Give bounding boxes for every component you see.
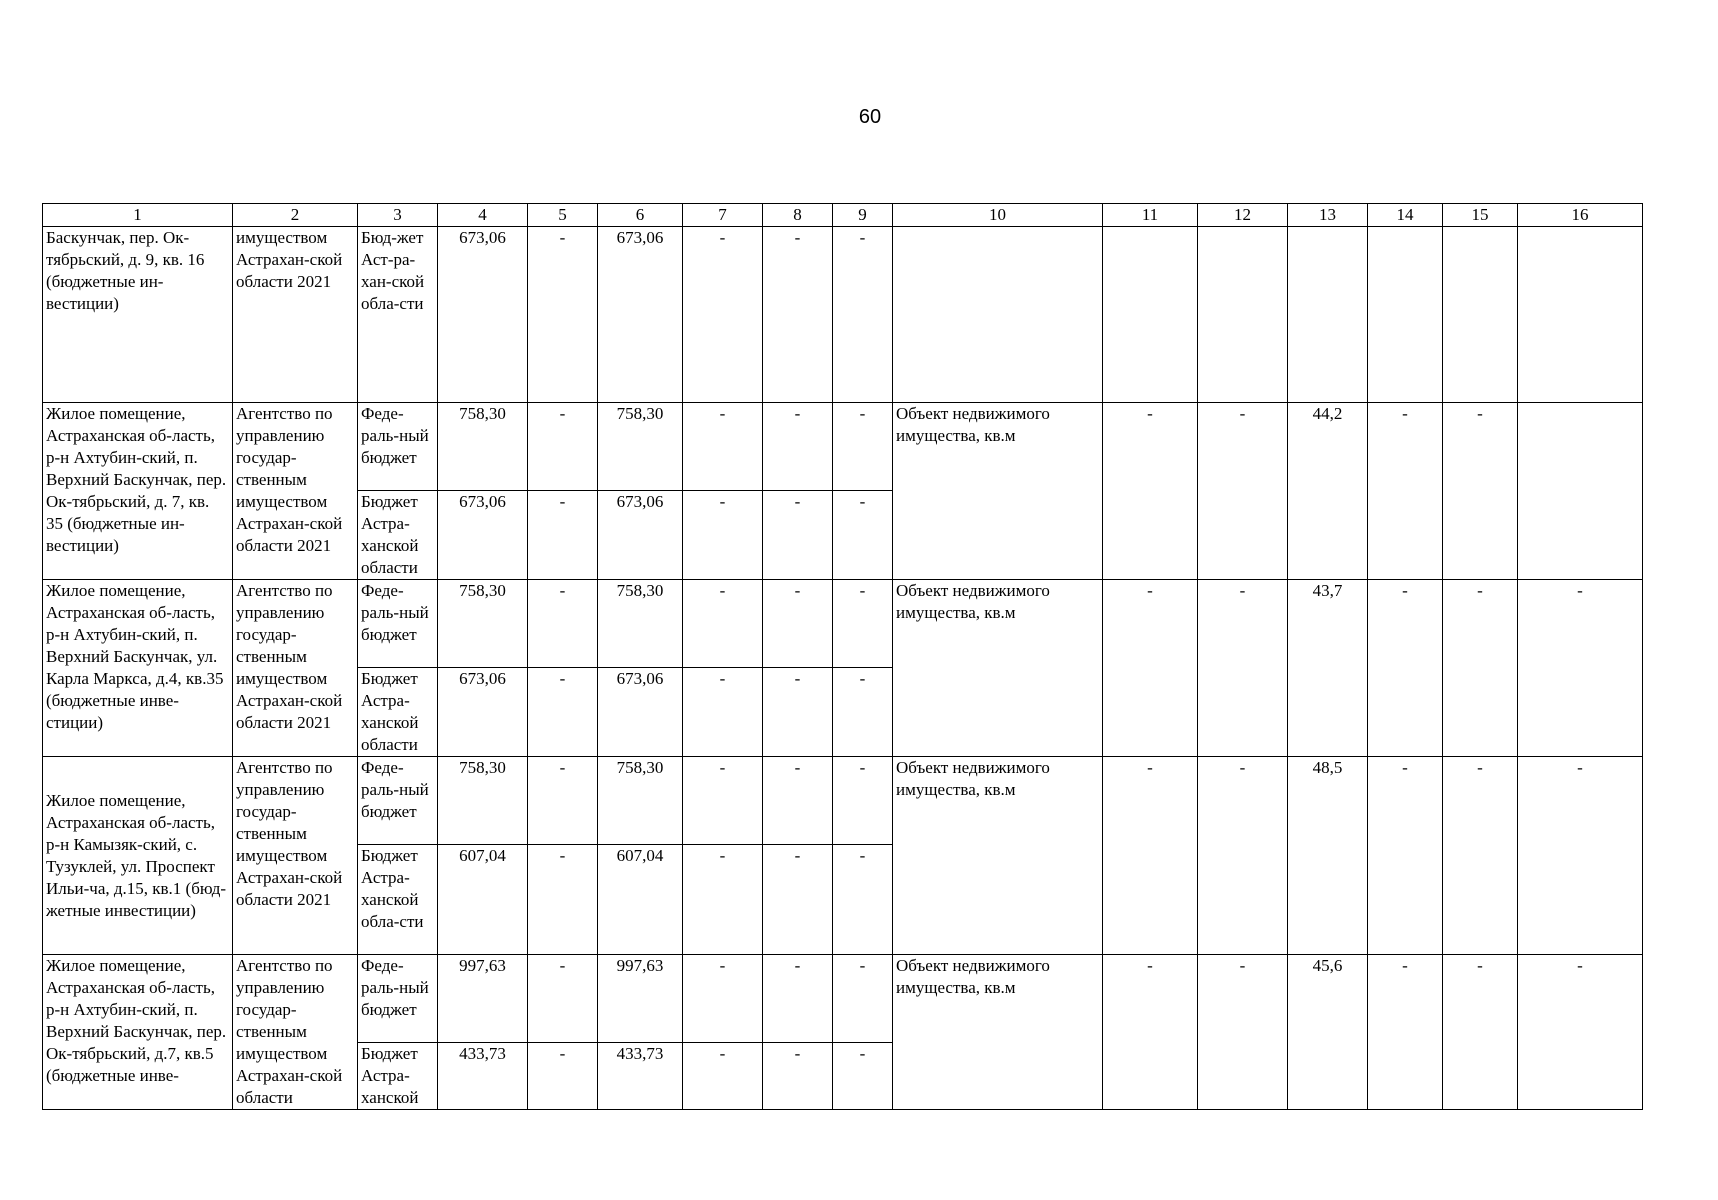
indicator-cell: - (1518, 757, 1643, 955)
amount-cell: 997,63 (598, 955, 683, 1043)
budget-table (42, 203, 1643, 1110)
column-number: 13 (1288, 204, 1368, 227)
amount-cell: - (763, 757, 833, 845)
indicator-cell (1443, 227, 1518, 403)
amount-cell: 433,73 (438, 1043, 528, 1110)
column-number: 16 (1518, 204, 1643, 227)
amount-cell: 673,06 (598, 491, 683, 580)
funding-source: Бюджет Астра-ханской области (358, 491, 438, 580)
indicator-cell: - (1443, 403, 1518, 580)
amount-cell: - (833, 955, 893, 1043)
amount-cell: 673,06 (438, 668, 528, 757)
amount-cell: - (763, 403, 833, 491)
amount-cell: 673,06 (438, 227, 528, 403)
responsible-agency: Агентство по управлению государ-ственным имуществом Астрахан-ской области (233, 955, 358, 1110)
amount-cell: - (528, 580, 598, 668)
amount-cell: - (528, 491, 598, 580)
column-number: 5 (528, 204, 598, 227)
indicator-cell: 48,5 (1288, 757, 1368, 955)
indicator-cell: 44,2 (1288, 403, 1368, 580)
column-number: 6 (598, 204, 683, 227)
amount-cell: - (528, 403, 598, 491)
amount-cell: - (683, 668, 763, 757)
amount-cell: 758,30 (438, 757, 528, 845)
column-number: 11 (1103, 204, 1198, 227)
amount-cell: - (683, 757, 763, 845)
amount-cell: - (763, 668, 833, 757)
responsible-agency: Агентство по управлению государ-ственным имуществом Астрахан-ской области 2021 (233, 580, 358, 757)
indicator-cell: - (1198, 580, 1288, 757)
indicator-cell: - (1103, 955, 1198, 1110)
object-description: Жилое помещение, Астраханская об-ласть, р-н Ахтубин-ский, п. Верхний Баскунчак, пер. Ок-тябрьский, д.7, кв.5 (бюджетные инве- (43, 955, 233, 1110)
amount-cell: - (683, 227, 763, 403)
table-row (43, 403, 1643, 491)
funding-source: Феде-раль-ный бюджет (358, 580, 438, 668)
funding-source: Бюджет Астра-ханской области (358, 668, 438, 757)
table-row (43, 227, 1643, 403)
indicator-cell (1518, 227, 1643, 403)
amount-cell: 673,06 (598, 227, 683, 403)
indicator-cell: - (1368, 580, 1443, 757)
column-number: 4 (438, 204, 528, 227)
result-indicator: Объект недвижимого имущества, кв.м (893, 580, 1103, 757)
amount-cell: - (528, 757, 598, 845)
amount-cell: - (833, 403, 893, 491)
amount-cell: - (763, 845, 833, 955)
amount-cell: 997,63 (438, 955, 528, 1043)
amount-cell: - (833, 227, 893, 403)
responsible-agency: Агентство по управлению государ-ственным имуществом Астрахан-ской области 2021 (233, 403, 358, 580)
amount-cell: - (833, 580, 893, 668)
amount-cell: - (683, 403, 763, 491)
indicator-cell: 43,7 (1288, 580, 1368, 757)
indicator-cell: - (1198, 955, 1288, 1110)
column-number: 14 (1368, 204, 1443, 227)
amount-cell: - (683, 491, 763, 580)
indicator-cell: - (1103, 580, 1198, 757)
amount-cell: - (683, 955, 763, 1043)
responsible-agency: Агентство по управлению государ-ственным имуществом Астрахан-ской области 2021 (233, 757, 358, 955)
indicator-cell (1288, 227, 1368, 403)
indicator-cell: - (1103, 403, 1198, 580)
amount-cell: - (763, 491, 833, 580)
funding-source: Бюджет Астра-ханской обла-сти (358, 845, 438, 955)
amount-cell: - (833, 491, 893, 580)
column-number: 7 (683, 204, 763, 227)
indicator-cell: - (1198, 757, 1288, 955)
object-description: Баскунчак, пер. Ок-тябрьский, д. 9, кв. 16 (бюджетные ин-вестиции) (43, 227, 233, 403)
amount-cell: 607,04 (598, 845, 683, 955)
amount-cell: 673,06 (598, 668, 683, 757)
amount-cell: 607,04 (438, 845, 528, 955)
amount-cell: 673,06 (438, 491, 528, 580)
result-indicator: Объект недвижимого имущества, кв.м (893, 955, 1103, 1110)
amount-cell: - (683, 845, 763, 955)
amount-cell: - (833, 757, 893, 845)
object-description: Жилое помещение, Астраханская об-ласть, р-н Ахтубин-ский, п. Верхний Баскунчак, ул. Карла Маркса, д.4, кв.35 (бюджетные инве-стиции) (43, 580, 233, 757)
funding-source: Феде-раль-ный бюджет (358, 757, 438, 845)
indicator-cell: - (1443, 757, 1518, 955)
indicator-cell (1198, 227, 1288, 403)
object-description: Жилое помещение, Астраханская об-ласть, р-н Камызяк-ский, с. Тузуклей, ул. Проспект Ильи-ча, д.15, кв.1 (бюд-жетные инвестиции) (43, 757, 233, 955)
page-number: 60 (858, 106, 882, 128)
amount-cell: - (763, 955, 833, 1043)
result-indicator: Объект недвижимого имущества, кв.м (893, 757, 1103, 955)
funding-source: Феде-раль-ный бюджет (358, 955, 438, 1043)
amount-cell: - (833, 1043, 893, 1110)
result-indicator (893, 227, 1103, 403)
table-row (43, 580, 1643, 668)
indicator-cell: - (1198, 403, 1288, 580)
amount-cell: - (683, 580, 763, 668)
responsible-agency: имуществом Астрахан-ской области 2021 (233, 227, 358, 403)
column-number: 2 (233, 204, 358, 227)
indicator-cell: - (1103, 757, 1198, 955)
indicator-cell: - (1368, 757, 1443, 955)
column-number-row (43, 204, 1643, 227)
funding-source: Бюд-жет Аст-ра-хан-ской обла-сти (358, 227, 438, 403)
funding-source: Феде-раль-ный бюджет (358, 403, 438, 491)
amount-cell: 433,73 (598, 1043, 683, 1110)
column-number: 12 (1198, 204, 1288, 227)
indicator-cell: - (1518, 580, 1643, 757)
amount-cell: - (528, 845, 598, 955)
amount-cell: 758,30 (438, 403, 528, 491)
column-number: 9 (833, 204, 893, 227)
amount-cell: 758,30 (438, 580, 528, 668)
table-row (43, 955, 1643, 1043)
indicator-cell: - (1518, 955, 1643, 1110)
amount-cell: - (528, 1043, 598, 1110)
amount-cell: - (833, 845, 893, 955)
indicator-cell: - (1368, 403, 1443, 580)
column-number: 3 (358, 204, 438, 227)
column-number: 8 (763, 204, 833, 227)
funding-source: Бюджет Астра-ханской (358, 1043, 438, 1110)
amount-cell: 758,30 (598, 580, 683, 668)
amount-cell: - (683, 1043, 763, 1110)
object-description: Жилое помещение, Астраханская об-ласть, р-н Ахтубин-ский, п. Верхний Баскунчак, пер. Ок-тябрьский, д. 7, кв. 35 (бюджетные ин-вестиции) (43, 403, 233, 580)
amount-cell: - (763, 227, 833, 403)
indicator-cell (1103, 227, 1198, 403)
amount-cell: - (763, 1043, 833, 1110)
amount-cell: 758,30 (598, 403, 683, 491)
indicator-cell: - (1443, 580, 1518, 757)
result-indicator: Объект недвижимого имущества, кв.м (893, 403, 1103, 580)
column-number: 10 (893, 204, 1103, 227)
indicator-cell: - (1368, 955, 1443, 1110)
amount-cell: - (528, 955, 598, 1043)
amount-cell: - (528, 668, 598, 757)
indicator-cell (1518, 403, 1643, 580)
table-row (43, 757, 1643, 845)
column-number: 15 (1443, 204, 1518, 227)
amount-cell: - (528, 227, 598, 403)
indicator-cell: - (1443, 955, 1518, 1110)
amount-cell: - (763, 580, 833, 668)
indicator-cell (1368, 227, 1443, 403)
column-number: 1 (43, 204, 233, 227)
amount-cell: - (833, 668, 893, 757)
indicator-cell: 45,6 (1288, 955, 1368, 1110)
amount-cell: 758,30 (598, 757, 683, 845)
